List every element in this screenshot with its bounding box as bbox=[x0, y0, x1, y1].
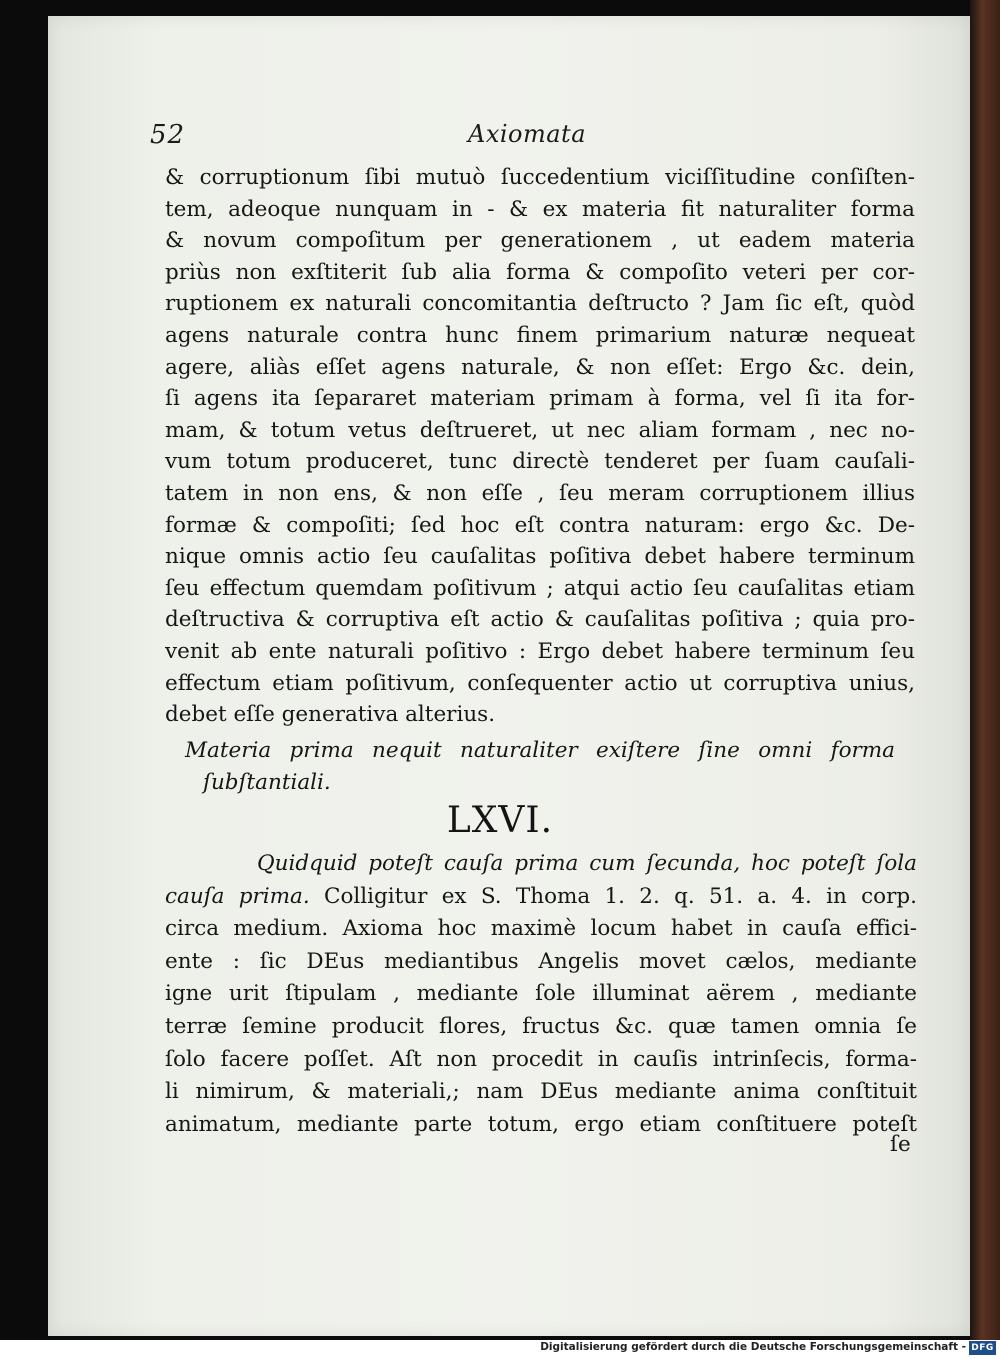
text-line: agere, aliàs eſſet agens naturale, & non eſſet: Ergo &c. dein, bbox=[165, 354, 915, 380]
italic-run: cauſa prima. bbox=[165, 883, 310, 909]
text-line: nique omnis actio ſeu cauſalitas poſitiva debet habere terminum bbox=[165, 544, 915, 570]
roman-run: terræ ſemine producit flores, fructus &c. quæ tamen omnia ſe bbox=[165, 1013, 917, 1039]
roman-run: ente : ſic DEus mediantibus Angelis movet cælos, mediante bbox=[165, 948, 917, 974]
body-paragraph bbox=[165, 162, 915, 731]
roman-run: circa medium. Axioma hoc maximè locum habet in cauſa effici- bbox=[165, 916, 917, 942]
digitization-credit: Digitalisierung gefördert durch die Deutsche Forschungsgemeinschaft - bbox=[540, 1341, 966, 1353]
text-line: ſeu effectum quemdam poſitivum ; atqui actio ſeu cauſalitas etiam bbox=[165, 575, 915, 601]
section-paragraph bbox=[165, 848, 917, 1141]
roman-run: animatum, mediante parte totum, ergo etiam conſtituere poteſt bbox=[165, 1111, 917, 1137]
text-line: debet eſſe generativa alterius. bbox=[165, 702, 496, 728]
page-number: 52 bbox=[150, 120, 186, 150]
section-line bbox=[165, 1011, 917, 1044]
roman-run: igne urit ſtipulam , mediante ſole illuminat aërem , mediante bbox=[165, 981, 917, 1007]
text-line: venit ab ente naturali poſitivo : Ergo debet habere terminum ſeu bbox=[165, 638, 915, 664]
section-line bbox=[165, 1109, 917, 1142]
italic-line: Materia prima nequit naturaliter exiſtere ſine omni forma bbox=[185, 738, 895, 763]
section-heading: LXVI. bbox=[446, 800, 554, 841]
text-line: deſtructiva & corruptiva eſt actio & cauſalitas poſitiva ; quia pro- bbox=[165, 607, 915, 633]
roman-run: Colligitur ex S. Thoma 1. 2. q. 51. a. 4. in corp. bbox=[309, 883, 917, 909]
italic-run: Quidquid poteſt cauſa prima cum ſecunda, hoc poteſt ſola bbox=[257, 851, 917, 876]
text-line: ſi agens ita ſepararet materiam primam à forma, vel ſi ita for- bbox=[165, 386, 915, 412]
section-line bbox=[165, 848, 917, 881]
section-line bbox=[165, 978, 917, 1011]
text-line: & novum compoſitum per generationem , ut eadem materia bbox=[165, 228, 915, 254]
section-line bbox=[165, 946, 917, 979]
section-line bbox=[165, 1044, 917, 1077]
dfg-logo: DFG bbox=[969, 1341, 996, 1355]
section-line bbox=[165, 913, 917, 946]
page-header bbox=[150, 120, 920, 160]
roman-run: ſolo facere poſſet. Aſt non procedit in cauſis intrinſecis, forma- bbox=[165, 1046, 917, 1072]
section-line bbox=[165, 881, 917, 914]
text-line: tem, adeoque nunquam in - & ex materia fit naturaliter forma bbox=[165, 196, 915, 222]
text-line: mam, & totum vetus deſtrueret, ut nec aliam formam , nec no- bbox=[165, 417, 915, 443]
section-line bbox=[165, 1076, 917, 1109]
text-line: priùs non exſtiterit ſub alia forma & compoſito veteri per cor- bbox=[165, 259, 915, 285]
book-cover-edge bbox=[970, 0, 1000, 1340]
text-line: & corruptionum ſibi mutuò ſuccedentium viciſſitudine conſiſten- bbox=[165, 165, 915, 190]
text-line: ruptionem ex naturali concomitantia deſtructo ? Jam ſic eſt, quòd bbox=[165, 291, 915, 317]
text-line: formæ & compoſiti; ſed hoc eſt contra naturam: ergo &c. De- bbox=[165, 512, 915, 538]
catchword: ſe bbox=[890, 1132, 911, 1157]
italic-line: ſubſtantiali. bbox=[203, 769, 331, 795]
text-line: agens naturale contra hunc finem primarium naturæ nequeat bbox=[165, 322, 915, 348]
roman-run: li nimirum, & materiali,; nam DEus mediante anima conſtituit bbox=[165, 1079, 917, 1105]
text-line: tatem in non ens, & non eſſe , ſeu meram corruptionem illius bbox=[165, 480, 915, 506]
running-head: Axiomata bbox=[468, 120, 587, 148]
text-line: vum totum produceret, tunc directè tenderet per ſuam cauſali- bbox=[165, 449, 915, 475]
axiom-statement bbox=[185, 735, 895, 798]
text-line: effectum etiam poſitivum, conſequenter actio ut corruptiva unius, bbox=[165, 670, 915, 696]
